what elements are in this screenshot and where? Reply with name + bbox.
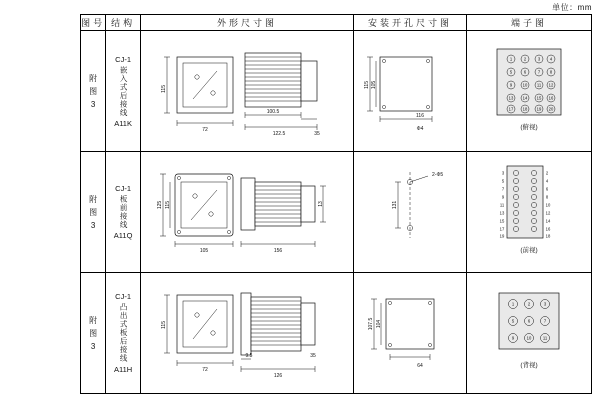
row1-outline-drawing bbox=[141, 31, 353, 151]
svg-text:17: 17 bbox=[499, 226, 505, 232]
row2-struct-top: CJ-1 bbox=[115, 184, 132, 193]
unit-note: 单位：mm bbox=[552, 3, 592, 12]
svg-text:20: 20 bbox=[548, 106, 554, 112]
svg-text:9: 9 bbox=[511, 335, 515, 341]
table-row bbox=[81, 273, 592, 394]
row2-mount-drawing bbox=[354, 152, 466, 272]
row2-num-stack bbox=[81, 152, 105, 272]
svg-text:9: 9 bbox=[509, 82, 513, 88]
svg-text:15: 15 bbox=[536, 95, 542, 101]
svg-text:1: 1 bbox=[511, 301, 515, 307]
svg-text:5: 5 bbox=[509, 69, 513, 75]
header-term: 端子图 bbox=[466, 15, 591, 31]
svg-text:131: 131 bbox=[391, 200, 398, 210]
svg-text:10: 10 bbox=[545, 202, 551, 208]
svg-text:6: 6 bbox=[523, 69, 527, 75]
svg-text:16: 16 bbox=[548, 95, 554, 101]
row1-struct-stack bbox=[106, 31, 140, 151]
svg-text:18: 18 bbox=[522, 106, 528, 112]
svg-text:3: 3 bbox=[501, 170, 505, 176]
svg-text:122.5: 122.5 bbox=[272, 131, 286, 137]
row1-num-top: 附 bbox=[89, 73, 98, 83]
svg-text:6: 6 bbox=[545, 186, 549, 192]
svg-text:19: 19 bbox=[499, 233, 505, 239]
svg-text:7: 7 bbox=[543, 318, 547, 324]
row2-num-mid: 图 bbox=[89, 207, 98, 217]
row3-struct-mid: 凸出式板后接线 bbox=[119, 303, 129, 363]
row1-num-cell bbox=[81, 31, 106, 152]
row2-term-cell bbox=[466, 152, 591, 273]
svg-text:3: 3 bbox=[543, 301, 547, 307]
row3-struct-stack bbox=[106, 273, 140, 393]
svg-text:2-Φ5: 2-Φ5 bbox=[431, 172, 444, 178]
row1-num-bot: 3 bbox=[90, 99, 96, 109]
svg-text:15: 15 bbox=[499, 218, 505, 224]
svg-text:11: 11 bbox=[542, 335, 548, 341]
svg-text:2: 2 bbox=[523, 56, 527, 62]
svg-text:115: 115 bbox=[363, 81, 370, 89]
table-row bbox=[81, 31, 592, 152]
row2-struct-stack bbox=[106, 152, 140, 272]
svg-text:4: 4 bbox=[545, 178, 549, 184]
row2-outline-cell bbox=[140, 152, 353, 273]
svg-text:8: 8 bbox=[545, 194, 549, 200]
row2-num-top: 附 bbox=[89, 194, 98, 204]
row3-num-bot: 3 bbox=[90, 341, 96, 351]
row3-num-top: 附 bbox=[89, 315, 98, 325]
svg-text:9: 9 bbox=[501, 194, 505, 200]
row3-num-cell bbox=[81, 273, 106, 394]
row1-term-caption: (俯视) bbox=[520, 124, 538, 131]
svg-text:16: 16 bbox=[545, 226, 551, 232]
header-struct: 结构 bbox=[106, 15, 141, 31]
svg-text:18: 18 bbox=[545, 233, 551, 239]
svg-text:5: 5 bbox=[501, 178, 505, 184]
svg-text:7: 7 bbox=[537, 69, 541, 75]
row2-outline-drawing bbox=[141, 152, 353, 272]
svg-text:17: 17 bbox=[508, 106, 514, 112]
svg-text:105: 105 bbox=[370, 80, 377, 90]
svg-text:12: 12 bbox=[545, 210, 551, 216]
svg-text:6: 6 bbox=[527, 318, 531, 324]
svg-text:14: 14 bbox=[522, 95, 528, 101]
svg-text:13: 13 bbox=[499, 210, 505, 216]
row3-outline-cell bbox=[140, 273, 353, 394]
row3-mount-cell bbox=[353, 273, 466, 394]
svg-text:10: 10 bbox=[526, 335, 532, 341]
header-outline: 外形尺寸图 bbox=[140, 15, 353, 31]
row3-num-stack bbox=[81, 273, 105, 393]
row3-num-mid: 图 bbox=[89, 328, 98, 338]
spec-table bbox=[80, 14, 592, 394]
row1-num-mid: 图 bbox=[89, 86, 98, 96]
row2-mount-cell bbox=[353, 152, 466, 273]
header-mount: 安装开孔尺寸图 bbox=[353, 15, 466, 31]
row1-terminal-diagram bbox=[467, 31, 591, 151]
svg-text:19: 19 bbox=[536, 106, 542, 112]
row3-terminal-diagram bbox=[467, 273, 591, 393]
svg-text:Φ4: Φ4 bbox=[416, 126, 424, 132]
svg-text:115: 115 bbox=[164, 201, 171, 209]
svg-text:125: 125 bbox=[156, 200, 163, 210]
svg-text:126: 126 bbox=[273, 373, 283, 379]
svg-text:156: 156 bbox=[273, 248, 283, 254]
svg-text:105: 105 bbox=[199, 248, 209, 254]
row3-struct-cell bbox=[106, 273, 141, 394]
svg-text:4: 4 bbox=[549, 56, 553, 62]
row2-term-caption: (前视) bbox=[520, 247, 538, 254]
svg-text:107.5: 107.5 bbox=[367, 317, 374, 331]
svg-text:115: 115 bbox=[160, 85, 167, 93]
svg-text:11: 11 bbox=[499, 202, 505, 208]
row2-struct-cell bbox=[106, 152, 141, 273]
svg-text:72: 72 bbox=[202, 127, 208, 133]
svg-text:10: 10 bbox=[522, 82, 528, 88]
svg-text:100.5: 100.5 bbox=[266, 109, 280, 115]
row1-struct-top: CJ-1 bbox=[115, 54, 131, 64]
row1-mount-cell bbox=[353, 31, 466, 152]
header-num: 图号 bbox=[81, 15, 106, 31]
svg-text:2: 2 bbox=[527, 301, 531, 307]
svg-text:116: 116 bbox=[415, 113, 424, 119]
row1-num-stack bbox=[81, 31, 105, 151]
svg-text:13: 13 bbox=[317, 201, 324, 207]
row3-term-cell bbox=[466, 273, 591, 394]
svg-text:2: 2 bbox=[545, 170, 549, 176]
row1-struct-cell bbox=[106, 31, 141, 152]
row1-struct-mid: 嵌入式后接线 bbox=[119, 65, 129, 117]
row3-term-caption: (背视) bbox=[520, 362, 538, 369]
row1-term-cell bbox=[466, 31, 591, 152]
svg-text:14: 14 bbox=[545, 218, 551, 224]
svg-text:7: 7 bbox=[501, 186, 505, 192]
svg-text:8: 8 bbox=[549, 69, 553, 75]
row2-num-bot: 3 bbox=[90, 220, 96, 230]
row3-struct-bot: A11H bbox=[113, 364, 133, 374]
svg-text:64: 64 bbox=[417, 363, 423, 369]
svg-text:3: 3 bbox=[537, 56, 541, 62]
svg-text:13: 13 bbox=[508, 95, 514, 101]
row2-num-cell bbox=[81, 152, 106, 273]
row2-struct-mid: 板前接线 bbox=[119, 195, 129, 229]
svg-text:104: 104 bbox=[375, 319, 382, 329]
row1-struct-bot: A11K bbox=[114, 118, 132, 128]
svg-text:5: 5 bbox=[511, 318, 515, 324]
svg-text:11: 11 bbox=[536, 82, 542, 88]
table-row bbox=[81, 152, 592, 273]
row3-struct-top: CJ-1 bbox=[115, 292, 132, 302]
row2-struct-bot: A11Q bbox=[113, 231, 133, 240]
row1-outline-cell bbox=[140, 31, 353, 152]
svg-text:1: 1 bbox=[509, 56, 513, 62]
row3-outline-drawing bbox=[141, 273, 353, 393]
svg-text:115: 115 bbox=[160, 321, 167, 329]
svg-text:35: 35 bbox=[314, 131, 320, 137]
row3-mount-drawing bbox=[354, 273, 466, 393]
row2-terminal-diagram bbox=[467, 152, 591, 272]
svg-text:35: 35 bbox=[310, 353, 316, 359]
svg-text:12: 12 bbox=[548, 82, 554, 88]
row1-mount-drawing bbox=[354, 31, 466, 151]
svg-text:9.5: 9.5 bbox=[245, 353, 253, 359]
svg-text:72: 72 bbox=[202, 367, 208, 373]
table-header-row bbox=[81, 15, 592, 31]
